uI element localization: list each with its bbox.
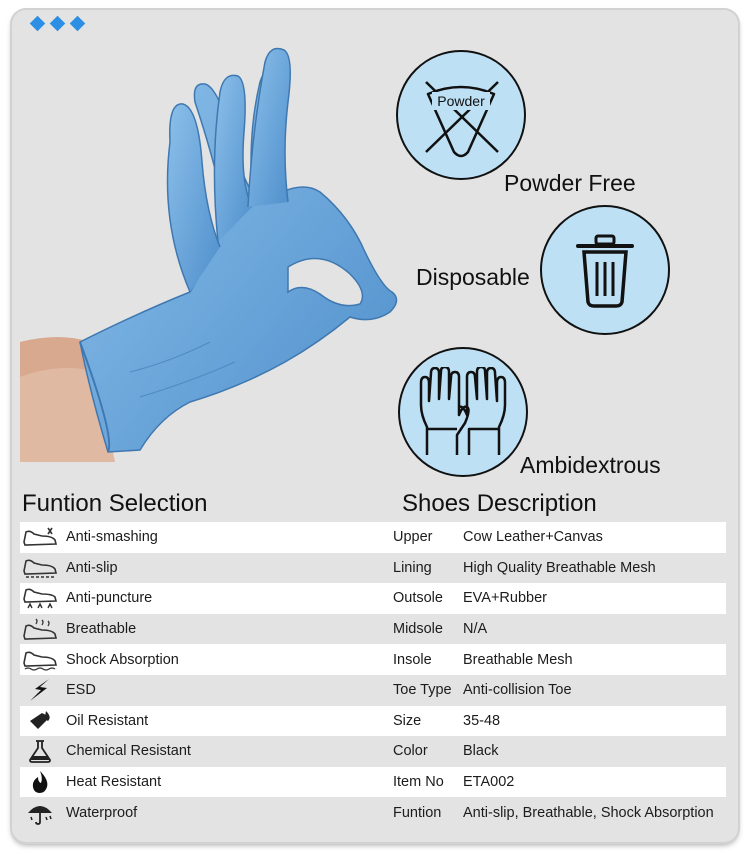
spec-key: Insole	[393, 651, 432, 668]
function-label: Chemical Resistant	[66, 743, 191, 760]
lightning-icon	[20, 677, 60, 703]
ambidextrous-badge	[398, 347, 528, 477]
spec-key: Lining	[393, 559, 432, 576]
decorative-dots	[32, 18, 83, 29]
table-row	[20, 644, 726, 675]
shoes-description-heading: Shoes Description	[402, 490, 597, 517]
trash-can-icon	[570, 230, 640, 310]
spec-value: ETA002	[463, 774, 515, 791]
spec-value: N/A	[463, 621, 488, 638]
flame-icon	[20, 769, 60, 795]
function-label: Breathable	[66, 621, 137, 638]
table-row	[20, 706, 726, 737]
spec-value: Anti-collision Toe	[463, 682, 572, 699]
table-row	[20, 767, 726, 798]
powder-badge-text: Powder	[437, 93, 485, 109]
anti-puncture-shoe-icon	[20, 585, 60, 611]
table-row	[20, 675, 726, 706]
spec-key: Color	[393, 743, 428, 760]
anti-smashing-shoe-icon	[20, 524, 60, 550]
spec-key: Toe Type	[393, 682, 452, 699]
spec-value: Breathable Mesh	[463, 651, 573, 668]
product-card	[12, 10, 738, 842]
spec-value: High Quality Breathable Mesh	[463, 559, 656, 576]
table-row	[20, 736, 726, 767]
powder-free-label: Powder Free	[504, 170, 636, 196]
spec-value: Cow Leather+Canvas	[463, 529, 603, 546]
breathable-shoe-icon	[20, 616, 60, 642]
flask-icon	[20, 738, 60, 764]
function-selection-heading: Funtion Selection	[22, 490, 208, 517]
function-label: Waterproof	[66, 804, 138, 821]
function-label: ESD	[66, 682, 96, 699]
powder-crossed-icon	[406, 60, 516, 170]
anti-slip-shoe-icon	[20, 555, 60, 581]
spec-value: EVA+Rubber	[463, 590, 547, 607]
spec-key: Midsole	[393, 621, 443, 638]
ambidextrous-label: Ambidextrous	[520, 452, 661, 478]
spec-key: Size	[393, 712, 422, 729]
function-label: Anti-smashing	[66, 529, 158, 546]
spec-value: Black	[463, 743, 499, 760]
oil-drop-icon	[20, 708, 60, 734]
spec-value: Anti-slip, Breathable, Shock Absorption	[463, 804, 714, 821]
diamond-dot-icon	[50, 16, 66, 32]
table-row	[20, 583, 726, 614]
powder-free-badge	[396, 50, 526, 180]
function-label: Heat Resistant	[66, 774, 162, 791]
disposable-badge	[540, 205, 670, 335]
two-gloves-icon	[413, 367, 513, 457]
function-label: Oil Resistant	[66, 712, 149, 729]
diamond-dot-icon	[70, 16, 86, 32]
function-label: Anti-slip	[66, 559, 118, 576]
table-row	[20, 797, 726, 828]
shock-absorption-shoe-icon	[20, 647, 60, 673]
spec-table	[20, 522, 726, 828]
spec-key: Item No	[393, 774, 444, 791]
spec-key: Upper	[393, 529, 433, 546]
umbrella-icon	[20, 800, 60, 826]
table-row	[20, 553, 726, 584]
spec-value: 35-48	[463, 712, 501, 729]
blue-glove-ok-hand-image	[20, 42, 400, 462]
diamond-dot-icon	[30, 16, 46, 32]
table-row	[20, 614, 726, 645]
disposable-label: Disposable	[416, 264, 530, 290]
table-row	[20, 522, 726, 553]
function-label: Anti-puncture	[66, 590, 153, 607]
spec-key: Funtion	[393, 804, 442, 821]
function-label: Shock Absorption	[66, 651, 179, 668]
spec-key: Outsole	[393, 590, 443, 607]
